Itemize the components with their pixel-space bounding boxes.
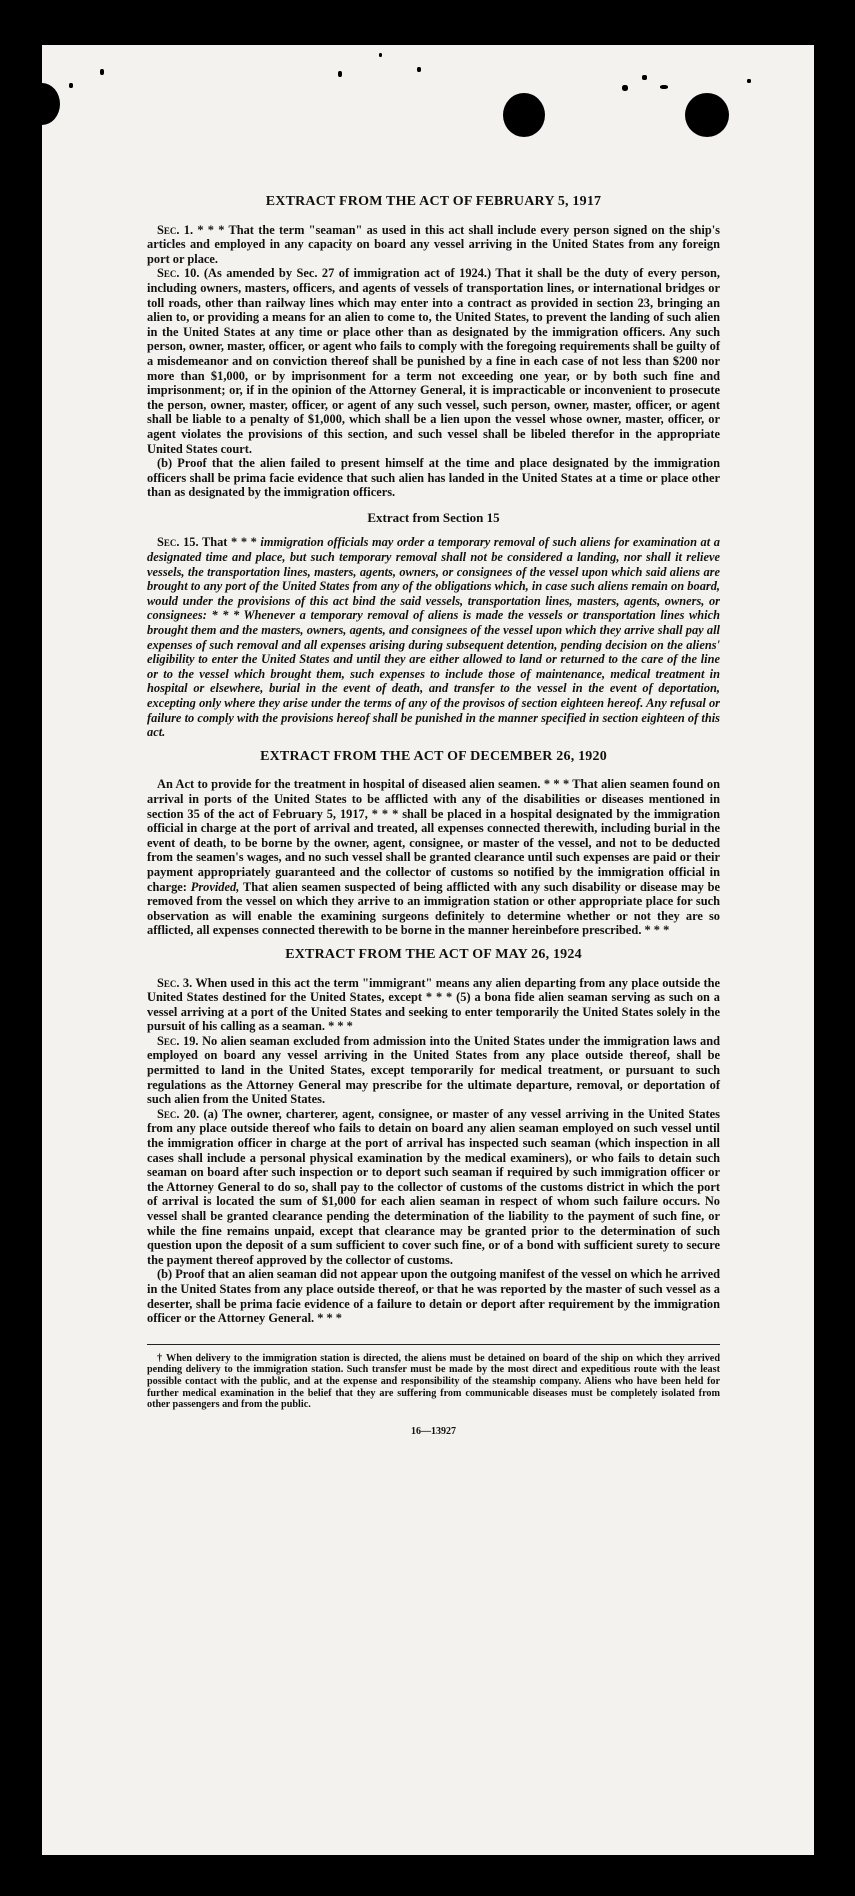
section-label: Sec. 10. — [157, 266, 200, 281]
speck — [69, 83, 73, 88]
speck — [642, 75, 647, 80]
document-page — [42, 45, 814, 1855]
section-label: Sec. 3. — [157, 975, 193, 990]
footnote-divider — [147, 1344, 720, 1345]
paragraph-sec-3 — [147, 976, 720, 1034]
speck — [660, 85, 668, 89]
paragraph-sec-15 — [147, 535, 720, 739]
footnote: † When delivery to the immigration station is directed, the aliens must be detained on board of the ship on which they arrived pending delivery to the immigration station. Such transfer must be made by the most direct and expeditious route with the least possible contact with the public, and at the expense and responsibility of the steamship company. Aliens who have been held for further medical examination in the belief that they are suffering from communicable diseases must be completely isolated from other passengers and from the public. — [147, 1352, 720, 1411]
paragraph-sec-1 — [147, 223, 720, 267]
subheading-section-15: Extract from Section 15 — [367, 509, 500, 525]
heading-act-may-1924: EXTRACT FROM THE ACT OF MAY 26, 1924 — [285, 946, 582, 962]
section-text: (a) The owner, charterer, agent, consignee, or master of any vessel arriving in the United States from any place outside thereof who fails to detain on board any alien seaman employed on such vessel until the immigration officer in charge at the port of arrival has inspected such seaman (which inspection in all cases shall include a personal physical examination by the medical examiners), or who fails to detain such seaman on board after such inspection or to deport such seaman if required by such immigration officer or the Attorney General to do so, shall pay to the collector of customs of the customs district in which the port of arrival is located the sum of $1,000 for each alien seaman in respect of whom such failure occurs. No vessel shall be granted clearance pending the determination of the liability to the payment of such fine, or while the fine remains unpaid, except that clearance may be granted prior to the determination of such question upon the deposit of a sum sufficient to cover such fine, or of a bond with sufficient surety to secure the payment thereof approved by the collector of customs. — [147, 1106, 720, 1267]
paragraph-sec-10 — [147, 266, 720, 456]
punch-hole-center — [503, 93, 545, 137]
page-number: 16—13927 — [411, 1425, 456, 1437]
section-text: When used in this act the term "immigrant" means any alien departing from any place outside the United States destined for the United States, except * * * (5) a bona fide alien seaman serving as such on a vessel arriving at a port of the United States and seeking to enter temporarily the United States solely in the pursuit of his calling as a seaman. * * * — [147, 975, 720, 1034]
section-text: That alien seamen suspected of being afflicted with any such disability or disease may be removed from the vessel on which they arrive to an immigration station or other appropriate place for such observation as will enable the examining surgeons definitely to determine whether or not they are so afflicted, all expenses connected therewith to be borne in the manner hereinbefore prescribed. * * * — [147, 879, 721, 938]
punch-hole-left — [24, 83, 60, 125]
speck — [417, 67, 421, 72]
section-label: Sec. 15. — [157, 535, 199, 550]
heading-act-feb-1917: EXTRACT FROM THE ACT OF FEBRUARY 5, 1917 — [265, 194, 602, 209]
paragraph-sec-20b: (b) Proof that an alien seaman did not appear upon the outgoing manifest of the vessel on which he arrived in the United States from any place outside thereof, or that he was reported by the master of such vessel as a deserter, shall be prima facie evidence of a failure to detain or deport after requirement by the immigration officer or the Attorney General. * * * — [147, 1267, 720, 1326]
section-label: Sec. 20. — [157, 1106, 200, 1121]
punch-hole-right — [685, 93, 729, 137]
speck — [379, 53, 382, 57]
section-text: No alien seaman excluded from admission into the United States under the immigration laws and employed on board any vessel arriving in the United States from any place outside thereof, shall be permitted to land in the United States, except temporarily for medical treatment, or pursuant to such regulations as the Attorney General may prescribe for the ultimate departure, removal, or deportation of such alien from the United States. — [147, 1033, 720, 1107]
paragraph-act-1920 — [147, 777, 720, 938]
section-text: * * * That the term "seaman" as used in this act shall include every person signed on the ship's articles and employed in any capacity on board any vessel arriving in the United States from any foreign port or place. — [147, 222, 720, 266]
section-text: (As amended by Sec. 27 of immigration act of 1924.) That it shall be the duty of every person, including owners, masters, officers, and agents of vessels of transportation lines, or international bridges or toll roads, other than railway lines which may enter into a contract as provided in section 23, bringing an alien to, or providing a means for an alien to come to, the United States, to prevent the landing of such alien in the United States at any time or place other than as designated by the immigration officers. Any such person, owner, master, officer, or agent who fails to comply with the foregoing requirements shall be guilty of a misdemeanor and on conviction thereof shall be punished by a fine in each case of not less than $200 nor more than $1,000, or by imprisonment for a term not exceeding one year, or by both such fine and imprisonment; or, if in the opinion of the Attorney General, it is impracticable or inconvenient to prosecute the person, owner, master, officer, or agent of any such vessel, such person, owner, master, officer, or agent shall be liable to a penalty of $1,000, which shall be a lien upon the vessel whose owner, master, officer, or agent violates the provisions of this section, and such vessel shall be libeled therefor in the appropriate United States court. — [147, 266, 721, 456]
speck — [100, 69, 104, 75]
paragraph-sec-19 — [147, 1034, 720, 1107]
section-label: Sec. 1. — [157, 222, 194, 237]
speck — [622, 85, 628, 91]
speck — [338, 71, 342, 77]
section-text: immigration officials may order a temporary removal of such aliens for examination at a designated time and place, but such temporary removal shall not be considered a landing, nor shall it relieve vessels, the transportation lines, masters, agents, owners, or consignees of the vessel upon which said aliens are brought to any port of the United States from any of the obligations which, in case such aliens remain on board, would under the provisions of this act bind the said vessels, transportation lines, masters, agents, owners, or consignees: * * * Whenever a temporary removal of aliens is made the vessels or transportation lines which brought them and the masters, owners, agents, and consignees of the vessel upon which they arrive shall pay all expenses of such removal and all expenses arising during subsequent detention, pending decision on the aliens' eligibility to enter the United States and until they are either allowed to land or returned to the care of the line or to the vessel which brought them, such expenses to include those of maintenance, medical treatment in hospital or elsewhere, burial in the event of death, and transfer to the vessel in the event of deportation, excepting only where they arise under the terms of any of the provisos of section eighteen hereof. Any refusal or failure to comply with the provisions hereof shall be punished in the manner specified in section eighteen of this act. — [147, 535, 720, 740]
speck — [747, 79, 751, 83]
heading-act-dec-1920: EXTRACT FROM THE ACT OF DECEMBER 26, 1920 — [260, 748, 607, 764]
paragraph-sec-20 — [147, 1107, 720, 1268]
provided-label: Provided, — [190, 879, 240, 894]
section-lead: That * * * — [201, 535, 257, 550]
paragraph-sec-10b: (b) Proof that the alien failed to present himself at the time and place designated by the immigration officers shall be prima facie evidence that such alien has landed in the United States at a time or place other than as designated by the immigration officers. — [147, 456, 720, 500]
section-label: Sec. 19. — [157, 1033, 199, 1048]
section-text: An Act to provide for the treatment in hospital of diseased alien seamen. * * * That alien seamen found on arrival in ports of the United States to be afflicted with any of the disabilities or diseases mentioned in section 35 of the act of February 5, 1917, * * * shall be placed in a hospital designated by the immigration official in charge at the port of arrival and treated, all expenses connected therewith, including burial in the event of death, to be borne by the owner, agent, consignee, or master of the vessel, and not to be deducted from the seamen's wages, and no such vessel shall be granted clearance until such expenses are paid or their payment appropriately guaranteed and the collector of customs so notified by the immigration official in charge: — [147, 777, 720, 894]
document-body — [147, 185, 720, 1439]
